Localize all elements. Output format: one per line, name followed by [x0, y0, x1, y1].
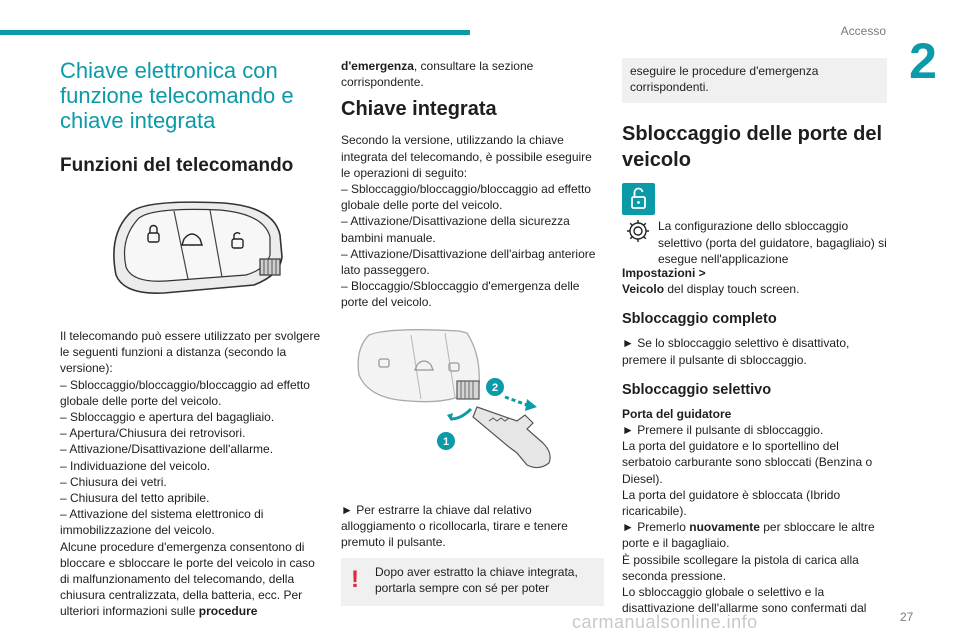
- list-item: – Attivazione/Disattivazione dell'airbag anteriore lato passeggero.: [341, 246, 596, 278]
- config-text-continued: Impostazioni > Veicolo del display touch screen.: [622, 266, 800, 297]
- driver-door-label: Porta del guidatore: [622, 406, 732, 421]
- list-item: – Attivazione/Disattivazione dell'allarme.: [60, 442, 274, 457]
- key-extraction-illustration: [349, 325, 577, 475]
- list-item: – Individuazione del veicolo.: [60, 458, 211, 473]
- remote-key-illustration: [104, 195, 304, 303]
- list-item: – Chiusura del tetto apribile.: [60, 491, 210, 506]
- callout-label-2: 2: [491, 381, 499, 394]
- section-label: Accesso: [840, 24, 886, 38]
- config-text: La configurazione dello sbloccaggio selettivo (porta del guidatore, bagagliaio) si esegue nell'applicazione: [658, 219, 887, 266]
- warning-note: [341, 558, 604, 605]
- callout-label-1: 1: [442, 435, 450, 448]
- remote-intro: Il telecomando può essere utilizzato per svolgere le seguenti funzioni a distanza (secondo la versione):: [60, 329, 321, 376]
- watermark: carmanualsonline.info: [572, 612, 758, 632]
- list-item: – Sbloccaggio/bloccaggio/bloccaggio ad effetto globale delle porte del veicolo.: [341, 182, 591, 213]
- page-number: 27: [900, 610, 914, 624]
- page-title: Chiave elettronica con funzione telecomando e chiave integrata: [60, 58, 294, 133]
- gear-icon: [622, 217, 655, 245]
- heading-selective-unlock: Sbloccaggio selettivo: [622, 381, 772, 398]
- column-1: [60, 58, 322, 620]
- warning-note-continuation: [622, 58, 887, 103]
- remote-function-list: [60, 377, 322, 539]
- emergency-continuation: d'emergenza, consultare la sezione corrispondente.: [341, 59, 534, 90]
- list-item: – Attivazione/Disattivazione della sicurezza bambini manuale.: [341, 214, 570, 245]
- selective-config-row: [622, 183, 887, 267]
- selective-step-1: ► Premere il pulsante di sbloccaggio.: [622, 423, 824, 438]
- selective-step-5: È possibile scollegare la pistola di carica alla seconda pressione.: [622, 552, 859, 583]
- extract-instruction: ► Per estrarre la chiave dal relativo alloggiamento o ricollocarla, tirare e tenere premuto il pulsante.: [341, 502, 568, 550]
- integrated-key-intro: Secondo la versione, utilizzando la chiave integrata del telecomando, è possibile eseguire le operazioni di seguito:: [341, 133, 592, 180]
- full-unlock-text: ► Se lo sbloccaggio selettivo è disattivato, premere il pulsante di sbloccaggio.: [622, 336, 850, 367]
- selective-step-3: La porta del guidatore è sbloccata (Ibrido ricaricabile).: [622, 487, 841, 519]
- list-item: – Bloccaggio/Sbloccaggio d'emergenza delle porte del veicolo.: [341, 279, 580, 310]
- header-accent-bar: [0, 30, 470, 35]
- selective-step-2: La porta del guidatore e lo sportellino del serbatoio carburante sono sbloccati (Benzina o Diesel).: [622, 439, 873, 486]
- list-item: – Apertura/Chiusura dei retrovisori.: [60, 426, 246, 441]
- list-item: – Sbloccaggio/bloccaggio/bloccaggio ad effetto globale delle porte del veicolo.: [60, 377, 310, 408]
- heading-door-unlocking: Sbloccaggio delle porte del veicolo: [622, 123, 883, 172]
- list-item: – Attivazione del sistema elettronico di immobilizzazione del veicolo.: [60, 507, 264, 538]
- column-2: [341, 58, 604, 606]
- column-3: [622, 58, 887, 616]
- warning-note-continuation-text: eseguire le procedure d'emergenza corrispondenti.: [630, 64, 819, 95]
- heading-full-unlock: Sbloccaggio completo: [622, 311, 777, 328]
- exclamation-icon: !: [351, 566, 359, 594]
- selective-step-4: ► Premerlo nuovamente per sbloccare le altre porte e il bagagliaio.: [622, 520, 875, 551]
- integrated-key-list: [341, 181, 604, 311]
- selective-step-6: Lo sbloccaggio globale o selettivo e la disattivazione dell'allarme sono confermati dal: [622, 585, 867, 616]
- unlock-icon: [622, 183, 655, 215]
- heading-integrated-key: Chiave integrata: [341, 98, 497, 121]
- emergency-paragraph: Alcune procedure d'emergenza consentono di bloccare e sbloccare le porte del veicolo in caso di malfunzionamento del telecomando, della chiusura centralizzata, della batteria, ecc. Per ulteriori informazioni sulle procedure: [60, 539, 315, 619]
- warning-note-text: Dopo aver estratto la chiave integrata, portarla sempre con sé per poter: [375, 565, 578, 596]
- list-item: – Chiusura dei vetri.: [60, 474, 167, 489]
- heading-remote-functions: Funzioni del telecomando: [60, 155, 294, 176]
- chapter-number: 2: [909, 33, 937, 89]
- list-item: – Sbloccaggio e apertura del bagagliaio.: [60, 410, 275, 425]
